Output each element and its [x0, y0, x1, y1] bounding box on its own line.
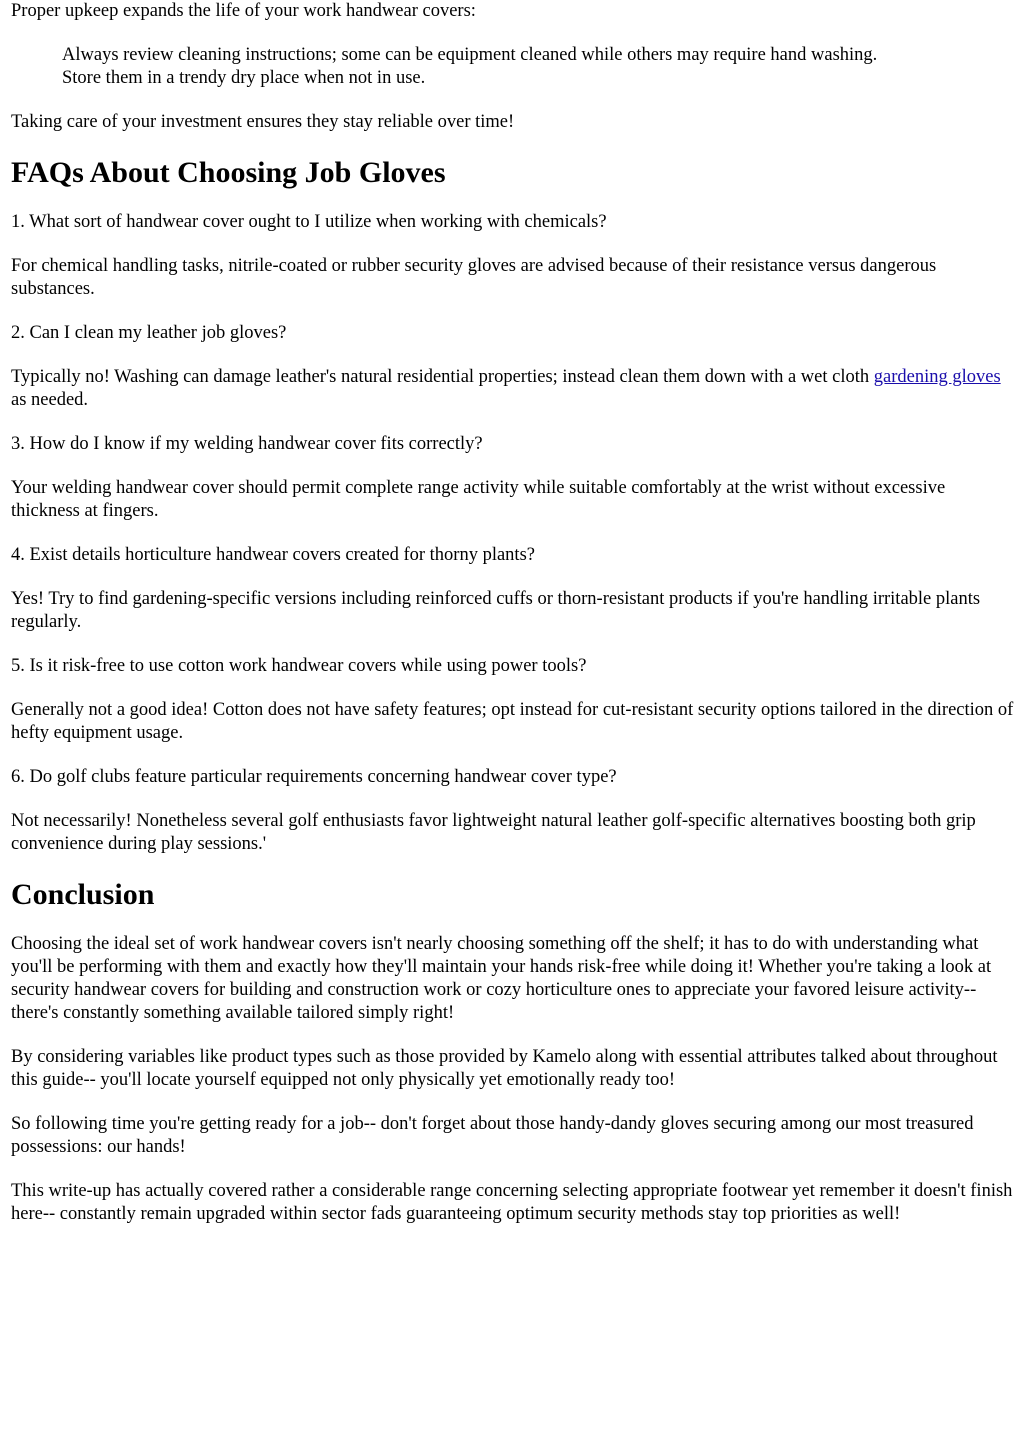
faq-answer-6: Not necessarily! Nonetheless several golf enthusiasts favor lightweight natural leather golf-specific alternatives boosting both grip convenience during play sessions.'	[11, 811, 976, 854]
maintenance-tips	[11, 44, 1014, 90]
tip-storage: Store them in a trendy dry place when not in use.	[62, 68, 426, 88]
faq-answer-2-tail: as needed.	[11, 390, 89, 410]
faq-answer-2	[11, 366, 1014, 412]
gardening-gloves-link[interactable]: gardening gloves	[873, 367, 1001, 387]
faq-question-5: 5. Is it risk-free to use cotton work handwear covers while using power tools?	[11, 656, 587, 676]
conclusion-paragraph-4: This write-up has actually covered rather a considerable range concerning selecting appropriate footwear yet remember it doesn't finish here-- constantly remain upgraded within sector fads guaranteeing optimum security methods stay top priorities as well!	[11, 1181, 1013, 1224]
maintenance-closing: Taking care of your investment ensures they stay reliable over time!	[11, 112, 515, 132]
faq-answer-3: Your welding handwear cover should permit complete range activity while suitable comfortably at the wrist without excessive thickness at fingers.	[11, 478, 946, 521]
faq-question-6: 6. Do golf clubs feature particular requirements concerning handwear cover type?	[11, 767, 617, 787]
faq-answer-2-text: Typically no! Washing can damage leather's natural residential properties; instead clean them down with a wet cloth	[11, 367, 874, 387]
conclusion-paragraph-2: By considering variables like product types such as those provided by Kamelo along with essential attributes talked about throughout this guide-- you'll locate yourself equipped not only physically yet emotionally ready too!	[11, 1047, 998, 1090]
faq-answer-4: Yes! Try to find gardening-specific versions including reinforced cuffs or thorn-resistant products if you're handling irritable plants regularly.	[11, 589, 981, 632]
conclusion-paragraph-3: So following time you're getting ready for a job-- don't forget about those handy-dandy gloves securing among our most treasured possessions: our hands!	[11, 1114, 974, 1157]
faq-answer-1: For chemical handling tasks, nitrile-coated or rubber security gloves are advised because of their resistance versus dangerous substances.	[11, 256, 937, 299]
faq-heading: FAQs About Choosing Job Gloves	[11, 156, 446, 189]
faq-question-3: 3. How do I know if my welding handwear cover fits correctly?	[11, 434, 483, 454]
maintenance-intro: Proper upkeep expands the life of your work handwear covers:	[11, 1, 476, 21]
faq-question-1: 1. What sort of handwear cover ought to I utilize when working with chemicals?	[11, 212, 607, 232]
faq-question-4: 4. Exist details horticulture handwear covers created for thorny plants?	[11, 545, 535, 565]
tip-cleaning: Always review cleaning instructions; some can be equipment cleaned while others may require hand washing.	[62, 45, 878, 65]
conclusion-paragraph-1: Choosing the ideal set of work handwear covers isn't nearly choosing something off the shelf; it has to do with understanding what you'll be performing with them and exactly how they'll maintain your hands risk-free while doing it! Whether you're taking a look at security handwear covers for building and construction work or cozy horticulture ones to appreciate your favored leisure activity-- there's constantly something available tailored simply right!	[11, 934, 992, 1023]
faq-question-2: 2. Can I clean my leather job gloves?	[11, 323, 287, 343]
faq-answer-5: Generally not a good idea! Cotton does not have safety features; opt instead for cut-resistant security options tailored in the direction of hefty equipment usage.	[11, 700, 1014, 743]
conclusion-heading: Conclusion	[11, 878, 155, 911]
